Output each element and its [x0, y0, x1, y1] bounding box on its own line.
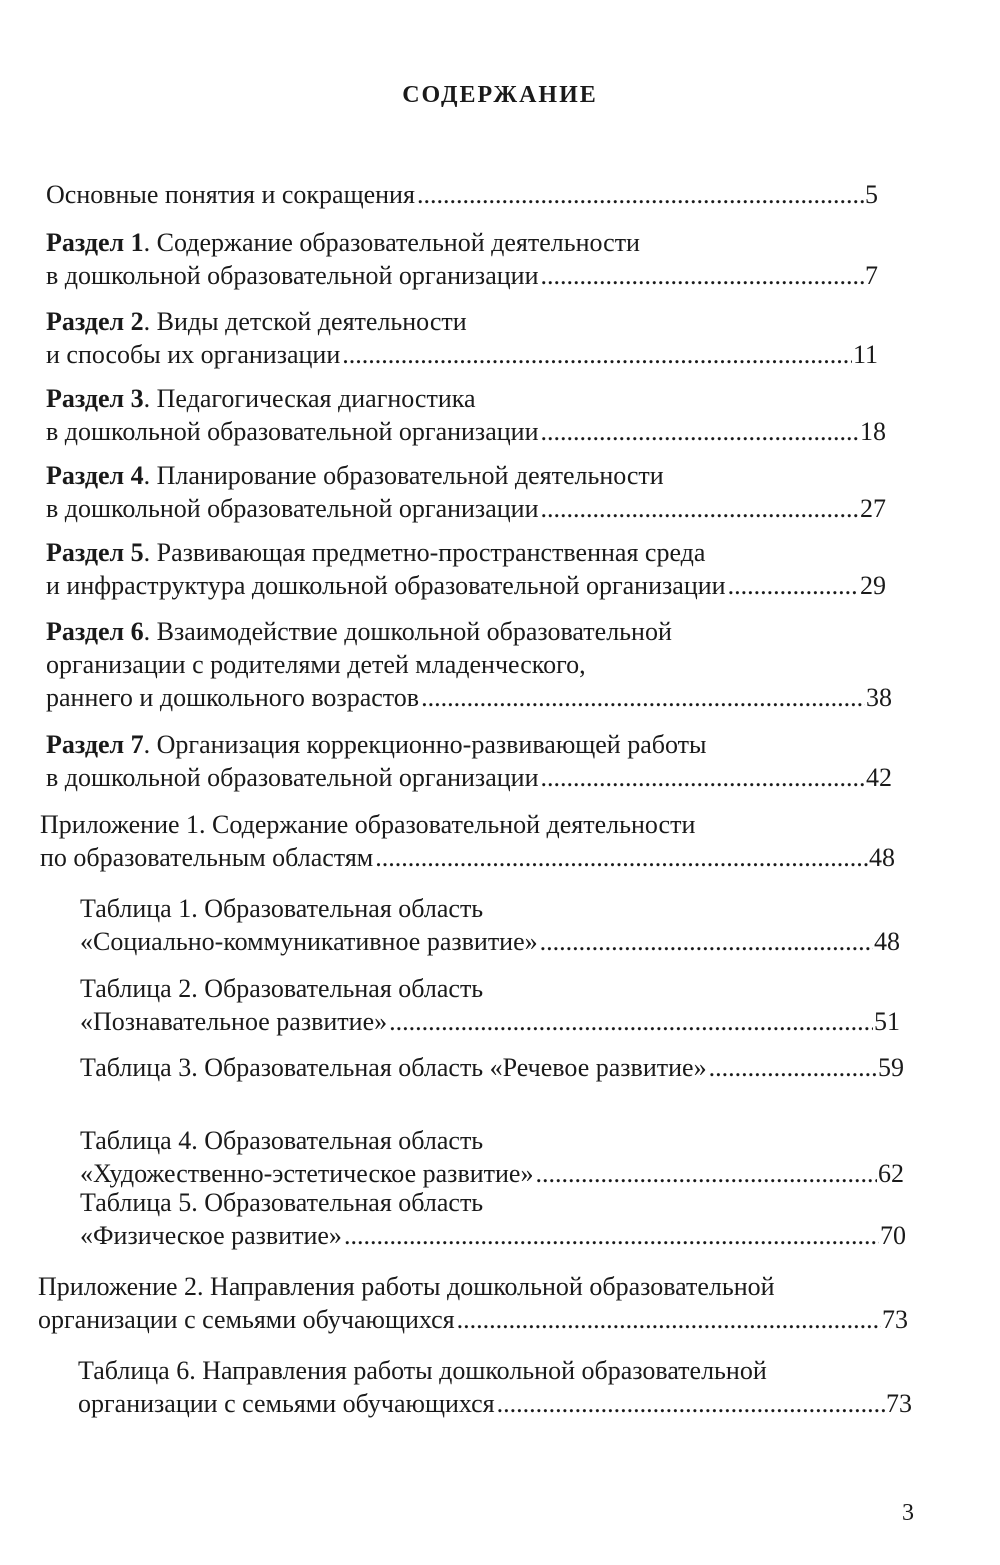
toc-page-number: 70 [880, 1221, 906, 1250]
toc-entry-line [78, 1387, 912, 1420]
toc-entry [46, 178, 878, 211]
toc-entry-text: Приложение 1. Содержание образовательной деятельности [40, 810, 696, 839]
toc-entry-line [80, 1186, 906, 1219]
toc-entry-line [46, 615, 892, 648]
toc-entry-text: Таблица 4. Образовательная область [80, 1126, 484, 1155]
dot-leader [540, 925, 873, 958]
dot-leader [541, 492, 860, 525]
toc-entry-text: в дошкольной образовательной организации [46, 763, 539, 792]
toc-page-number: 29 [860, 571, 886, 600]
toc-entry [46, 459, 886, 525]
toc-page-number: 48 [869, 843, 895, 872]
dot-leader [728, 569, 859, 602]
toc-page-number: 11 [852, 340, 878, 369]
dot-leader [541, 761, 866, 794]
toc-entry-text: организации с семьями обучающихся [78, 1389, 495, 1418]
toc-entry-line [80, 1219, 906, 1252]
toc-entry [80, 892, 900, 958]
dot-leader [389, 1005, 873, 1038]
section-label: Раздел 2 [46, 307, 144, 336]
toc-title: СОДЕРЖАНИЕ [402, 82, 598, 108]
toc-entry-text: «Познавательное развитие» [80, 1007, 388, 1036]
toc-entry-text: Таблица 5. Образовательная область [80, 1188, 484, 1217]
toc-page-number: 7 [865, 261, 878, 290]
toc-entry-line [46, 226, 878, 259]
toc-entry-text: в дошкольной образовательной организации [46, 494, 539, 523]
toc-entry-line [80, 1005, 900, 1038]
toc-page-number: 18 [860, 417, 886, 446]
toc-entry-line [46, 178, 878, 211]
toc-entry-line [46, 305, 878, 338]
toc-entry [78, 1354, 912, 1420]
toc-entry-line [80, 892, 900, 925]
toc-entry-text: «Физическое развитие» [80, 1221, 342, 1250]
toc-entry-line [46, 569, 886, 602]
toc-entry-text: Таблица 3. Образовательная область «Речевое развитие» [80, 1053, 707, 1082]
toc-entry [80, 972, 900, 1038]
section-label: Раздел 4 [46, 461, 144, 490]
toc-entry-text: Таблица 1. Образовательная область [80, 894, 484, 923]
toc-entry-line [46, 648, 892, 681]
toc-entry-text: в дошкольной образовательной организации [46, 417, 539, 446]
toc-entry-line [80, 1051, 904, 1084]
dot-leader [541, 415, 860, 448]
toc-entry-text: Таблица 2. Образовательная область [80, 974, 484, 1003]
toc-entry-text: Приложение 2. Направления работы дошкольной образовательной [38, 1272, 775, 1301]
dot-leader [417, 178, 864, 211]
toc-page-number: 73 [886, 1389, 912, 1418]
toc-entry-line [46, 459, 886, 492]
toc-entry [46, 226, 878, 292]
dot-leader [497, 1387, 885, 1420]
toc-entry-line [46, 259, 878, 292]
toc-page-number: 38 [866, 683, 892, 712]
section-label: Раздел 6 [46, 617, 144, 646]
dot-leader [421, 681, 865, 714]
toc-entry-text: и инфраструктура дошкольной образовательной организации [46, 571, 726, 600]
dot-leader [457, 1303, 881, 1336]
toc-entry-line [46, 382, 886, 415]
toc-entry-line [80, 1124, 904, 1157]
page-number: 3 [902, 1500, 914, 1526]
toc-entry [80, 1051, 904, 1084]
toc-page-number: 62 [878, 1159, 904, 1188]
toc-entry [80, 1124, 904, 1190]
toc-entry-text: . Содержание образовательной деятельности [143, 228, 640, 257]
toc-entry-line [46, 681, 892, 714]
toc-entry-line [38, 1303, 908, 1336]
toc-entry [46, 382, 886, 448]
toc-page-number: 73 [882, 1305, 908, 1334]
toc-entry-text: раннего и дошкольного возрастов [46, 683, 420, 712]
toc-entry-line [46, 536, 886, 569]
toc-page-number: 27 [860, 494, 886, 523]
toc-entry-line [80, 972, 900, 1005]
toc-entry-line [38, 1270, 908, 1303]
toc-entry-text: . Взаимодействие дошкольной образовательной [143, 617, 672, 646]
dot-leader [709, 1051, 877, 1084]
dot-leader [375, 841, 868, 874]
toc-entry-text: Таблица 6. Направления работы дошкольной образовательной [78, 1356, 767, 1385]
toc-entry-text: Основные понятия и сокращения [46, 180, 415, 209]
toc-entry-line [46, 728, 892, 761]
toc-entry [46, 536, 886, 602]
toc-entry-line [46, 492, 886, 525]
toc-entry-text: . Виды детской деятельности [143, 307, 467, 336]
toc-entry-line [78, 1354, 912, 1387]
section-label: Раздел 3 [46, 384, 144, 413]
toc-entry-line [46, 415, 886, 448]
toc-page-number: 59 [878, 1053, 904, 1082]
toc-entry-text: . Педагогическая диагностика [143, 384, 476, 413]
toc-entry [40, 808, 895, 874]
toc-entry-line [80, 925, 900, 958]
toc-entry [46, 305, 878, 371]
toc-entry-text: и способы их организации [46, 340, 341, 369]
dot-leader [541, 259, 865, 292]
dot-leader [344, 1219, 879, 1252]
toc-page-number: 5 [865, 180, 878, 209]
toc-entry [46, 615, 892, 714]
section-label: Раздел 1 [46, 228, 144, 257]
toc-entry-text: «Социально-коммуникативное развитие» [80, 927, 538, 956]
toc-entry-line [40, 808, 895, 841]
section-label: Раздел 5 [46, 538, 144, 567]
toc-entry [38, 1270, 908, 1336]
toc-entry-line [40, 841, 895, 874]
dot-leader [342, 338, 852, 371]
toc-page-number: 42 [866, 763, 892, 792]
section-label: Раздел 7 [46, 730, 144, 759]
toc-entry-text: . Развивающая предметно-пространственная среда [143, 538, 706, 567]
toc-entry-text: . Организация коррекционно-развивающей работы [143, 730, 707, 759]
toc-entry [80, 1186, 906, 1252]
toc-entry-line [46, 761, 892, 794]
toc-page-number: 48 [874, 927, 900, 956]
toc-entry-text: организации с родителями детей младенческого, [46, 650, 586, 679]
toc-entry [46, 728, 892, 794]
toc-entry-text: «Художественно-эстетическое развитие» [80, 1159, 534, 1188]
toc-entry-text: . Планирование образовательной деятельности [143, 461, 664, 490]
toc-page-number: 51 [874, 1007, 900, 1036]
toc-entry-text: в дошкольной образовательной организации [46, 261, 539, 290]
toc-entry-text: по образовательным областям [40, 843, 374, 872]
toc-entry-line [46, 338, 878, 371]
toc-entry-text: организации с семьями обучающихся [38, 1305, 455, 1334]
